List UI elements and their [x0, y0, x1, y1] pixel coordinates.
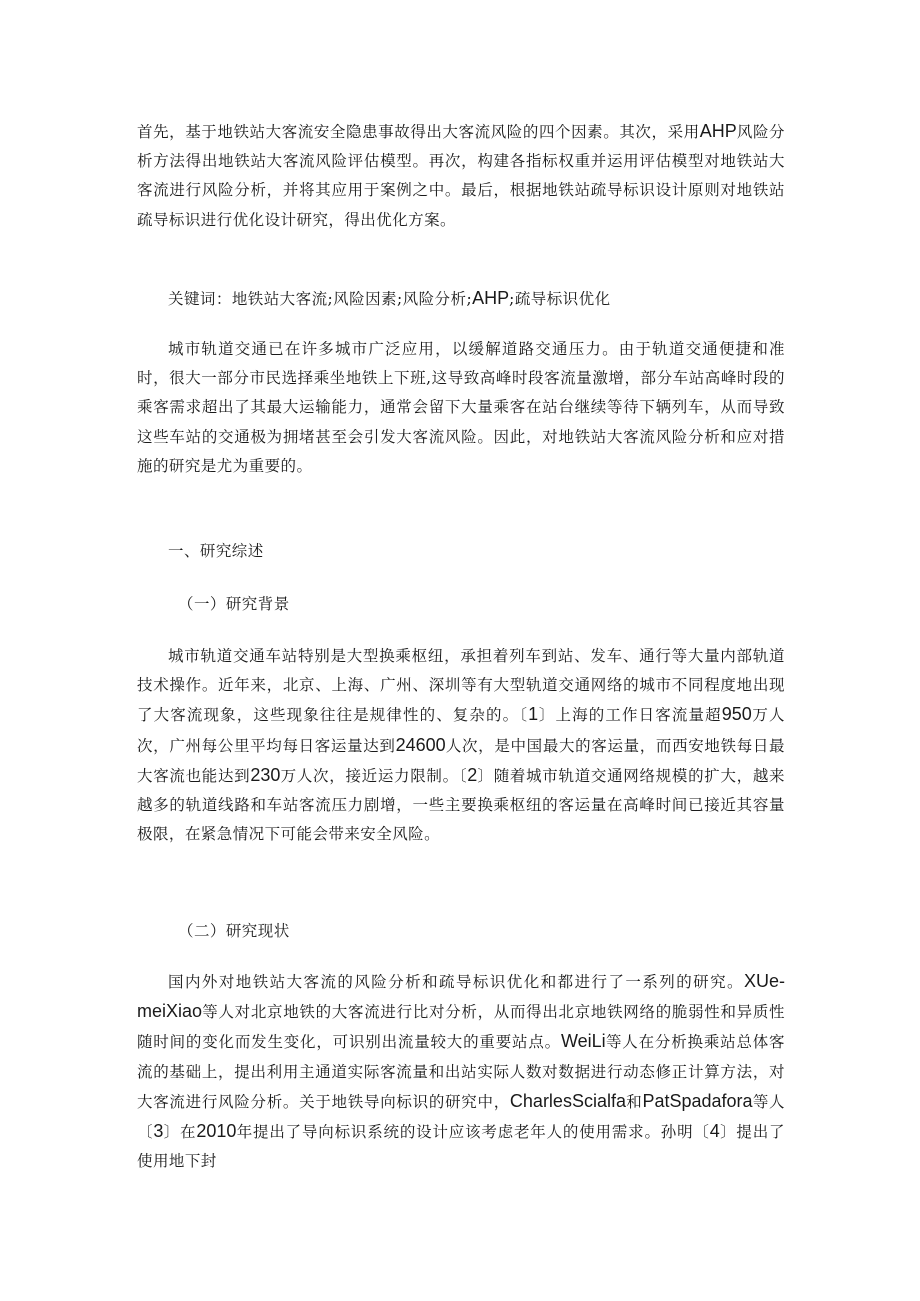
abstract-paragraph: 首先，基于地铁站大客流安全隐患事故得出大客流风险的四个因素。其次，采用AHP风险分析方法得出地铁站大客流风险评估模型。再次，构建各指标权重并运用评估模型对地铁站大客流进行风险分析，并将其应用于案例之中。最后，根据地铁站疏导标识设计原则对地铁站疏导标识进行优化设计研究，得出优化方案。: [137, 121, 785, 229]
keywords-label: 关键词：: [168, 290, 232, 308]
keywords-text: 地铁站大客流;风险因素;风险分析;AHP;疏导标识优化: [231, 288, 611, 308]
background-paragraph: 城市轨道交通车站特别是大型换乘枢纽，承担着列车到站、发车、通行等大量内部轨道技术操作。近年来，北京、上海、广州、深圳等有大型轨道交通网络的城市不同程度地出现了大客流现象，这些现象往往是规律性的、复杂的。〔1〕上海的工作日客流量超950万人次，广州每公里平均每日客运量达到24600人次，是中国最大的客运量，而西安地铁每日最大客流也能达到230万人次，接近运力限制。〔2〕随着城市轨道交通网络规模的扩大，越来越多的轨道线路和车站客流压力剧增，一些主要换乘枢纽的客运量在高峰时间已接近其容量极限，在紧急情况下可能会带来安全风险。: [137, 647, 786, 844]
section-heading-1: 一、研究综述: [168, 542, 264, 560]
status-paragraph: 国内外对地铁站大客流的风险分析和疏导标识优化和都进行了一系列的研究。XUe-meiXiao等人对北京地铁的大客流进行比对分析，从而得出北京地铁网络的脆弱性和异质性随时间的变化而发生变化，可识别出流量较大的重要站点。WeiLi等人在分析换乘站总体客流的基础上，提出利用主通道实际客流量和出站实际人数对数据进行动态修正计算方法，对大客流进行风险分析。关于地铁导向标识的研究中，CharlesScialfa和PatSpadafora等人〔3〕在2010年提出了导向标识系统的设计应该考虑老年人的使用需求。孙明〔4〕提出了使用地下封: [137, 971, 786, 1171]
keywords-line: [137, 284, 785, 314]
subsection-heading-1: （一）研究背景: [178, 595, 290, 613]
intro-paragraph: 城市轨道交通已在许多城市广泛应用，以缓解道路交通压力。由于轨道交通便捷和准时，很大一部分市民选择乘坐地铁上下班,这导致高峰时段客流量激增，部分车站高峰时段的乘客需求超出了其最大运输能力，通常会留下大量乘客在站台继续等待下辆列车，从而导致这些车站的交通极为拥堵甚至会引发大客流风险。因此，对地铁站大客流风险分析和应对措施的研究是尤为重要的。: [137, 340, 785, 475]
subsection-heading-2: （二）研究现状: [178, 922, 290, 940]
